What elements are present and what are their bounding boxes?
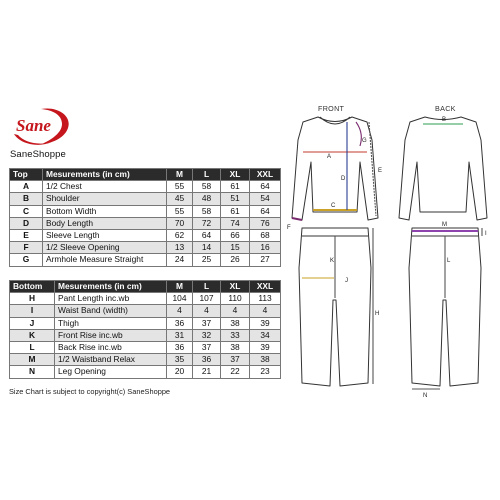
size-xxl-value: 39 (250, 341, 281, 353)
size-l-value: 107 (193, 293, 221, 305)
size-xxl-value: 68 (250, 229, 281, 241)
size-m-value: 24 (167, 254, 193, 266)
size-xl-value: 15 (221, 242, 250, 254)
measure-code: F (10, 242, 43, 254)
size-l-value: 32 (193, 329, 221, 341)
size-m-value: 45 (167, 193, 193, 205)
measure-label: Armhole Measure Straight (43, 254, 167, 266)
size-m-value: 36 (167, 317, 193, 329)
armhole-measure-curve (356, 122, 361, 146)
measure-label: Waist Band (width) (55, 305, 167, 317)
bottom-header-measurement: Mesurements (in cm) (55, 281, 167, 293)
measure-code: J (10, 317, 55, 329)
size-m-value: 55 (167, 181, 193, 193)
measure-label: Back Rise inc.wb (55, 341, 167, 353)
measure-code: A (10, 181, 43, 193)
size-xxl-value: 64 (250, 181, 281, 193)
brand-name: SaneShoppe (10, 149, 66, 160)
measure-label: Front Rise inc.wb (55, 329, 167, 341)
top-header-measurement: Mesurements (in cm) (43, 169, 167, 181)
measure-code: L (10, 341, 55, 353)
size-l-value: 64 (193, 229, 221, 241)
measure-code: M (10, 354, 55, 366)
size-m-value: 55 (167, 205, 193, 217)
top-header-size-m: M (167, 169, 193, 181)
size-xl-value: 37 (221, 354, 250, 366)
size-l-value: 58 (193, 181, 221, 193)
measure-label: 1/2 Chest (43, 181, 167, 193)
bottom-header-size-l: L (193, 281, 221, 293)
size-xl-value: 74 (221, 217, 250, 229)
marker-g: G (362, 138, 367, 144)
bottom-header-size-xl: XL (221, 281, 250, 293)
size-xxl-value: 34 (250, 329, 281, 341)
size-xxl-value: 38 (250, 354, 281, 366)
size-xl-value: 4 (221, 305, 250, 317)
marker-c: C (331, 203, 336, 209)
back-tshirt-outline (399, 117, 487, 220)
size-l-value: 4 (193, 305, 221, 317)
front-view-label: FRONT (318, 104, 345, 113)
size-xxl-value: 4 (250, 305, 281, 317)
size-l-value: 25 (193, 254, 221, 266)
size-xxl-value: 54 (250, 193, 281, 205)
marker-i: I (485, 231, 487, 237)
size-m-value: 104 (167, 293, 193, 305)
size-xl-value: 61 (221, 181, 250, 193)
top-header-size-xl: XL (221, 169, 250, 181)
marker-j: J (345, 278, 348, 284)
measure-label: Pant Length inc.wb (55, 293, 167, 305)
logo-wordmark: Sane (16, 116, 51, 135)
marker-f: F (287, 225, 291, 231)
size-xl-value: 38 (221, 317, 250, 329)
back-view-label: BACK (435, 104, 456, 113)
measure-code: N (10, 366, 55, 378)
measure-label: Shoulder (43, 193, 167, 205)
size-l-value: 72 (193, 217, 221, 229)
marker-m: M (442, 222, 447, 228)
measure-label: 1/2 Waistband Relax (55, 354, 167, 366)
marker-h: H (375, 311, 380, 317)
size-l-value: 21 (193, 366, 221, 378)
size-m-value: 36 (167, 341, 193, 353)
marker-e: E (378, 168, 383, 174)
measure-label: Body Length (43, 217, 167, 229)
bottom-header-size-xxl: XXL (250, 281, 281, 293)
measure-code: K (10, 329, 55, 341)
size-xl-value: 66 (221, 229, 250, 241)
size-xl-value: 61 (221, 205, 250, 217)
size-xl-value: 26 (221, 254, 250, 266)
measure-code: E (10, 229, 43, 241)
bottom-header-category: Bottom (10, 281, 55, 293)
bottom-header-size-m: M (167, 281, 193, 293)
size-m-value: 13 (167, 242, 193, 254)
front-tshirt-neckline (320, 117, 350, 124)
marker-n: N (423, 393, 428, 399)
measure-label: Leg Opening (55, 366, 167, 378)
marker-l: L (447, 258, 451, 264)
measure-code: B (10, 193, 43, 205)
measure-label: Sleeve Length (43, 229, 167, 241)
measure-code: I (10, 305, 55, 317)
measure-code: D (10, 217, 43, 229)
size-xxl-value: 64 (250, 205, 281, 217)
measure-label: Thigh (55, 317, 167, 329)
marker-a: A (327, 154, 332, 160)
marker-b: B (442, 117, 447, 123)
size-xxl-value: 16 (250, 242, 281, 254)
size-xl-value: 110 (221, 293, 250, 305)
size-xxl-value: 27 (250, 254, 281, 266)
size-m-value: 20 (167, 366, 193, 378)
top-header-size-l: L (193, 169, 221, 181)
size-l-value: 36 (193, 354, 221, 366)
size-xl-value: 38 (221, 341, 250, 353)
size-xxl-value: 76 (250, 217, 281, 229)
size-m-value: 4 (167, 305, 193, 317)
size-xxl-value: 39 (250, 317, 281, 329)
size-xl-value: 22 (221, 366, 250, 378)
size-l-value: 48 (193, 193, 221, 205)
marker-d: D (341, 176, 346, 182)
measure-code: G (10, 254, 43, 266)
size-m-value: 62 (167, 229, 193, 241)
size-m-value: 35 (167, 354, 193, 366)
size-l-value: 37 (193, 341, 221, 353)
top-header-size-xxl: XXL (250, 169, 281, 181)
sleeve-length-measure-line (369, 122, 376, 216)
measure-code: C (10, 205, 43, 217)
measure-label: Bottom Width (43, 205, 167, 217)
size-xxl-value: 113 (250, 293, 281, 305)
marker-k: K (330, 258, 335, 264)
sleeve-opening-measure-line (292, 218, 302, 220)
size-m-value: 70 (167, 217, 193, 229)
measure-label: 1/2 Sleeve Opening (43, 242, 167, 254)
size-l-value: 14 (193, 242, 221, 254)
size-l-value: 58 (193, 205, 221, 217)
measure-code: H (10, 293, 55, 305)
size-xxl-value: 23 (250, 366, 281, 378)
top-header-category: Top (10, 169, 43, 181)
size-l-value: 37 (193, 317, 221, 329)
copyright-note: Size Chart is subject to copyright(c) SaneShoppe (9, 387, 171, 396)
size-xl-value: 33 (221, 329, 250, 341)
size-xl-value: 51 (221, 193, 250, 205)
size-m-value: 31 (167, 329, 193, 341)
